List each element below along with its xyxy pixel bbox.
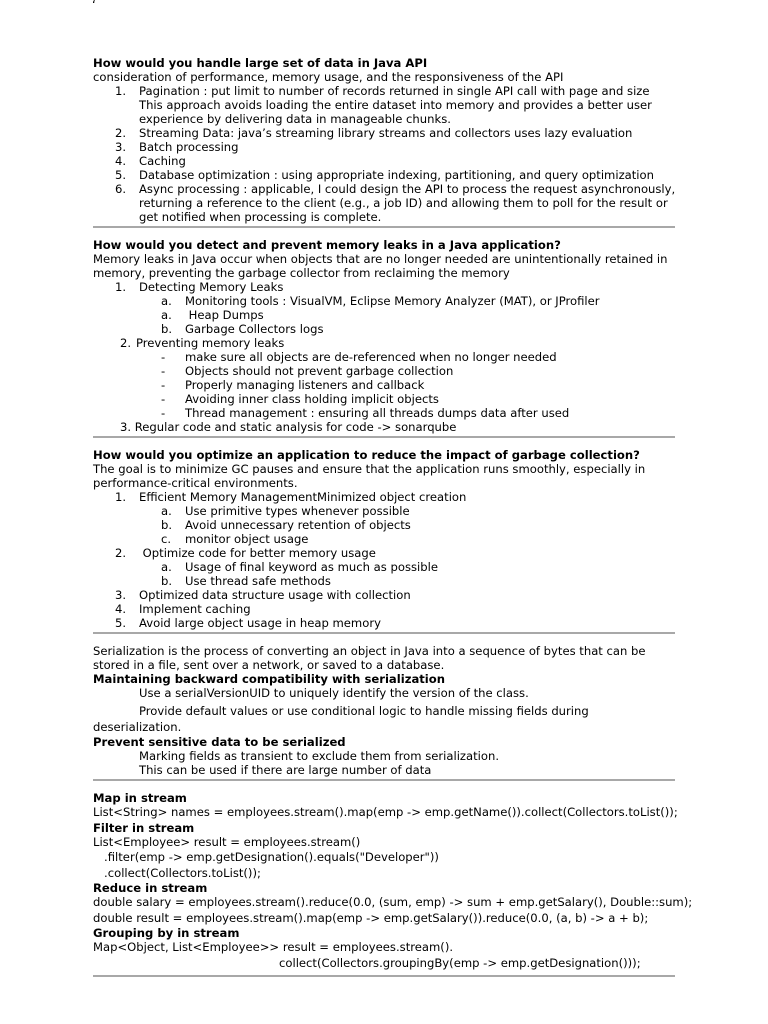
paragraph: Use a serialVersionUID to uniquely identify the version of the class.	[139, 686, 529, 700]
section-intro: stored in a file, sent over a network, or saved to a database.	[93, 658, 445, 672]
section-divider	[93, 436, 675, 438]
section-large-data	[93, 56, 683, 228]
sub-list-item: - Avoiding inner class holding implicit objects	[161, 392, 439, 406]
sub-list-item: - Thread management : ensuring all threads dumps data after used	[161, 406, 570, 420]
sub-list-item: a. Heap Dumps	[161, 308, 264, 322]
sub-list-item: b. Garbage Collectors logs	[161, 322, 324, 336]
section-intro: The goal is to minimize GC pauses and ensure that the application runs smoothly, especially in	[93, 462, 646, 476]
section-divider	[93, 226, 675, 228]
document-body	[93, 56, 693, 987]
list-item: 5. Avoid large object usage in heap memory	[115, 616, 381, 630]
section-intro: memory, preventing the garbage collector from reclaiming the memory	[93, 266, 510, 280]
sub-list-item: a. Use primitive types whenever possible	[161, 504, 410, 518]
section-intro: consideration of performance, memory usage, and the responsiveness of the API	[93, 70, 564, 84]
stray-mark: ‘	[92, 0, 96, 12]
code-line: List<String> names = employees.stream().map(emp -> emp.getName()).collect(Collectors.toList());	[93, 805, 678, 819]
section-intro: Serialization is the process of converting an object in Java into a sequence of bytes that can be	[93, 644, 646, 658]
list-item: 3. Regular code and static analysis for code -> sonarqube	[120, 420, 457, 434]
sub-list-item: - Objects should not prevent garbage collection	[161, 364, 454, 378]
subsection-title: Prevent sensitive data to be serialized	[93, 735, 346, 749]
list-item: 3. Optimized data structure usage with collection	[115, 588, 411, 602]
paragraph: deserialization.	[93, 720, 182, 734]
list-item: 1. Pagination : put limit to number of records returned in single API call with page and size This approach avoids loading the entire dataset into memory and provides a better user experience by delivering data in manageable chunks.	[115, 84, 652, 126]
list-item: 1. Detecting Memory Leaks	[115, 280, 284, 294]
list-item: 4. Implement caching	[115, 602, 251, 616]
code-line: collect(Collectors.groupingBy(emp -> emp.getDesignation()));	[279, 955, 641, 970]
list-item: 4. Caching	[115, 154, 186, 168]
list-item: 6. Async processing : applicable, I could design the API to process the request asynchronously, returning a reference to the client (e.g., a job ID) and allowing them to poll for the result or get notified when processing is complete.	[115, 182, 676, 224]
section-streams	[93, 791, 693, 977]
sub-list-item: - Properly managing listeners and callback	[161, 378, 425, 392]
subsection-title: Reduce in stream	[93, 881, 208, 895]
section-memory-leaks	[93, 238, 683, 438]
list-item: 2. Streaming Data: java’s streaming library streams and collectors uses lazy evaluation	[115, 126, 633, 140]
section-title: How would you detect and prevent memory leaks in a Java application?	[93, 238, 561, 252]
code-line: Map<Object, List<Employee>> result = employees.stream().	[93, 940, 454, 954]
code-line: double result = employees.stream().map(emp -> emp.getSalary()).reduce(0.0, (a, b) -> a + b);	[93, 910, 649, 925]
subsection-title: Maintaining backward compatibility with serialization	[93, 672, 446, 686]
sub-list-item: b. Use thread safe methods	[161, 574, 331, 588]
sub-list-item: b. Avoid unnecessary retention of objects	[161, 518, 411, 532]
code-line: List<Employee> result = employees.stream()	[93, 834, 361, 849]
list-item: 5. Database optimization : using appropriate indexing, partitioning, and query optimization	[115, 168, 654, 182]
paragraph: Provide default values or use conditional logic to handle missing fields during	[139, 704, 589, 718]
sub-list-item: - make sure all objects are de-referenced when no longer needed	[161, 350, 557, 364]
sub-list-item: a. Monitoring tools : VisualVM, Eclipse Memory Analyzer (MAT), or JProfiler	[161, 294, 600, 308]
list-item: 2. Optimize code for better memory usage	[115, 546, 376, 560]
code-line: .collect(Collectors.toList());	[93, 865, 261, 880]
section-divider	[93, 975, 675, 977]
list-item: 1. Efficient Memory ManagementMinimized object creation	[115, 490, 467, 504]
section-divider	[93, 779, 675, 781]
section-title: How would you handle large set of data in Java API	[93, 56, 428, 70]
section-intro: performance-critical environments.	[93, 476, 298, 490]
subsection-title: Grouping by in stream	[93, 926, 240, 940]
section-divider	[93, 632, 675, 634]
paragraph: This can be used if there are large number of data	[139, 763, 432, 777]
code-line: double salary = employees.stream().reduce(0.0, (sum, emp) -> sum + emp.getSalary(), Double::sum);	[93, 895, 693, 909]
section-garbage-collection	[93, 448, 683, 634]
list-item: 3. Batch processing	[115, 140, 239, 154]
subsection-title: Map in stream	[93, 791, 187, 805]
section-intro: Memory leaks in Java occur when objects that are no longer needed are unintentionally retained in	[93, 252, 668, 266]
sub-list-item: c. monitor object usage	[161, 532, 309, 546]
code-line: .filter(emp -> emp.getDesignation().equals("Developer"))	[93, 850, 439, 864]
section-serialization	[93, 644, 683, 781]
section-title: How would you optimize an application to reduce the impact of garbage collection?	[93, 448, 640, 462]
subsection-title: Filter in stream	[93, 820, 195, 835]
sub-list-item: a. Usage of final keyword as much as possible	[161, 560, 438, 574]
list-item: 2. Preventing memory leaks	[120, 336, 285, 350]
paragraph: Marking fields as transient to exclude them from serialization.	[139, 749, 500, 763]
